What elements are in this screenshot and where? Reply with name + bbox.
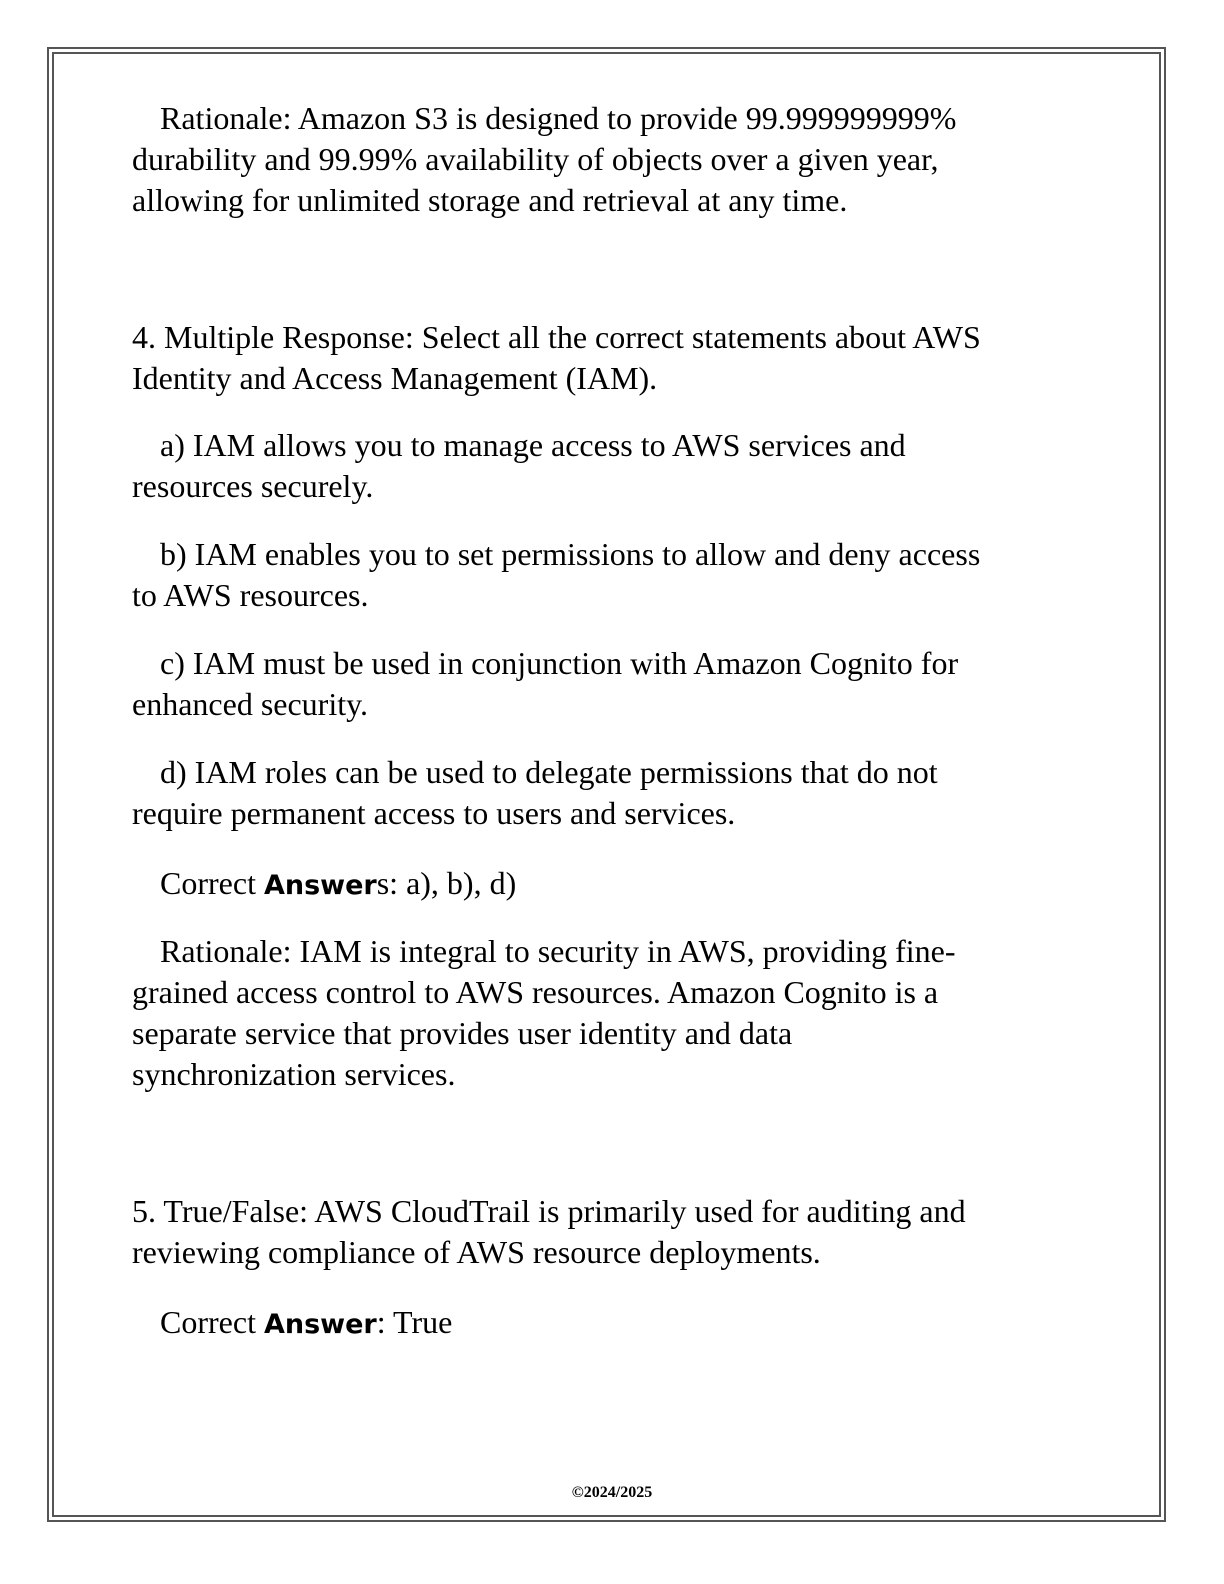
q5-correct-answer: [160, 1302, 452, 1345]
q5-answer-suffix: : True: [376, 1304, 453, 1340]
q4-rationale-line-4: synchronization services.: [132, 1056, 456, 1092]
q4-answer-bold: Answer: [263, 870, 377, 901]
footer-copyright: ©2024/2025: [571, 1484, 653, 1501]
q4-question-line-2: Identity and Access Management (IAM).: [132, 360, 658, 396]
q5-answer-prefix: Correct: [160, 1304, 264, 1340]
q4-correct-answer: [160, 863, 516, 906]
q4-answer-prefix: Correct: [160, 865, 264, 901]
q5-question-line-1: 5. True/False: AWS CloudTrail is primarily used for auditing and: [132, 1193, 966, 1229]
q4-option-d-line-2: require permanent access to users and services.: [132, 795, 736, 831]
q5-question-line-2: reviewing compliance of AWS resource deployments.: [132, 1234, 821, 1270]
q4-option-b-line-1: b) IAM enables you to set permissions to allow and deny access: [160, 536, 981, 572]
q4-option-b-line-2: to AWS resources.: [132, 577, 369, 613]
q4-rationale-line-3: separate service that provides user identity and data: [132, 1015, 793, 1051]
q3-rationale-line-3: allowing for unlimited storage and retrieval at any time.: [132, 182, 848, 218]
q3-rationale-line-2: durability and 99.99% availability of objects over a given year,: [132, 141, 939, 177]
q4-option-c-line-2: enhanced security.: [132, 686, 369, 722]
q5-answer-bold: Answer: [263, 1309, 377, 1340]
q3-rationale-line-1: Rationale: Amazon S3 is designed to provide 99.999999999%: [160, 100, 957, 136]
q4-option-d-line-1: d) IAM roles can be used to delegate permissions that do not: [160, 754, 938, 790]
q4-question-line-1: 4. Multiple Response: Select all the correct statements about AWS: [132, 319, 981, 355]
q4-option-a-line-1: a) IAM allows you to manage access to AWS services and: [160, 427, 906, 463]
q4-rationale-line-1: Rationale: IAM is integral to security in AWS, providing fine-: [160, 933, 956, 969]
q4-answer-suffix: s: a), b), d): [376, 865, 517, 901]
q4-rationale-line-2: grained access control to AWS resources. Amazon Cognito is a: [132, 974, 939, 1010]
q4-option-c-line-1: c) IAM must be used in conjunction with Amazon Cognito for: [160, 645, 959, 681]
q4-option-a-line-2: resources securely.: [132, 468, 374, 504]
